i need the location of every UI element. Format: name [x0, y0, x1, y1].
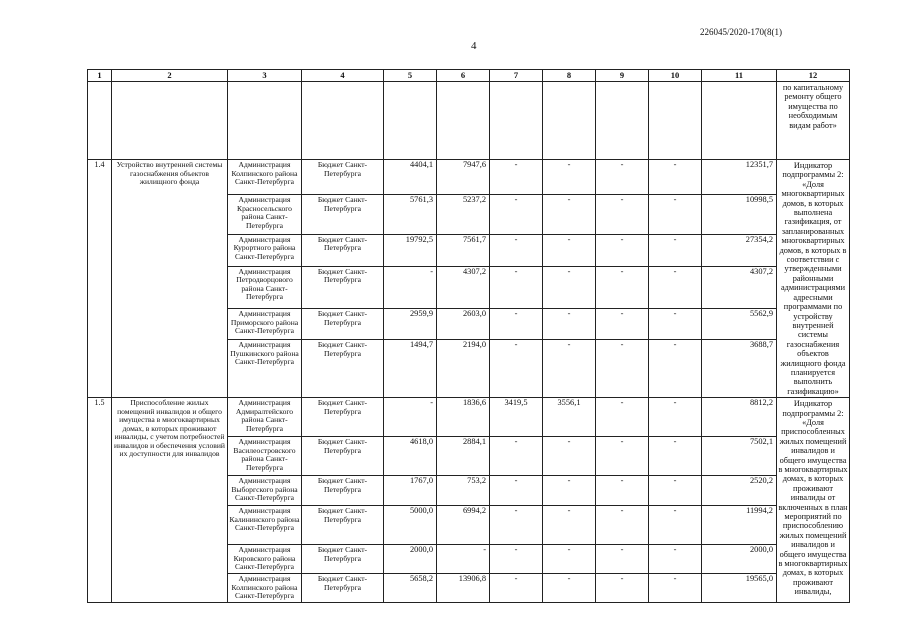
value-cell: -	[596, 266, 649, 309]
value-cell: 4618,0	[384, 437, 437, 476]
column-header: 5	[384, 70, 437, 82]
column-header: 10	[649, 70, 702, 82]
value-cell: -	[490, 545, 543, 574]
value-cell: 3556,1	[543, 398, 596, 437]
value-cell: 13906,8	[437, 574, 490, 603]
value-cell: 1767,0	[384, 476, 437, 506]
value-cell: -	[649, 545, 702, 574]
value-cell: 5237,2	[437, 195, 490, 235]
column-header: 2	[112, 70, 228, 82]
value-cell: -	[649, 574, 702, 603]
funding-source-cell: Бюджет Санкт-Петербурга	[302, 160, 384, 195]
value-cell: 5761,3	[384, 195, 437, 235]
funding-source-cell: Бюджет Санкт-Петербурга	[302, 574, 384, 603]
executor-cell: Администрация Василеостровского района Санкт-Петербурга	[228, 437, 302, 476]
value-cell: 4307,2	[437, 266, 490, 309]
indicator-cell: Индикатор подпрограммы 2: «Доля приспособленных жилых помещений инвалидов и общего имущества в многоквартирных домах, в которых проживают инвалиды от включенных в план мероприятий по приспособлению жилых помещений инвалидов и общего имущества в многоквартирных домах, в которых проживают инвалиды,	[777, 398, 850, 603]
section-number-cell: 1.4	[88, 160, 112, 398]
document-number: 226045/2020-170(8(1)	[700, 27, 782, 37]
funding-source-cell: Бюджет Санкт-Петербурга	[302, 506, 384, 545]
total-cell: 8812,2	[702, 398, 777, 437]
value-cell: -	[543, 234, 596, 266]
value-cell: -	[649, 160, 702, 195]
column-header: 1	[88, 70, 112, 82]
value-cell: -	[490, 476, 543, 506]
executor-cell: Администрация Выборгского района Санкт-Петербурга	[228, 476, 302, 506]
funding-source-cell: Бюджет Санкт-Петербурга	[302, 195, 384, 235]
value-cell: -	[596, 437, 649, 476]
value-cell: 2884,1	[437, 437, 490, 476]
value-cell: -	[543, 574, 596, 603]
value-cell: 19792,5	[384, 234, 437, 266]
value-cell: 7947,6	[437, 160, 490, 195]
value-cell: 2194,0	[437, 340, 490, 398]
value-cell: 753,2	[437, 476, 490, 506]
total-cell: 10998,5	[702, 195, 777, 235]
value-cell: -	[596, 340, 649, 398]
value-cell: -	[649, 437, 702, 476]
value-cell: 5000,0	[384, 506, 437, 545]
funding-source-cell: Бюджет Санкт-Петербурга	[302, 398, 384, 437]
executor-cell: Администрация Красносельского района Санкт-Петербурга	[228, 195, 302, 235]
column-header: 7	[490, 70, 543, 82]
value-cell: -	[596, 545, 649, 574]
value-cell: -	[543, 437, 596, 476]
value-cell: -	[596, 574, 649, 603]
value-cell: -	[543, 266, 596, 309]
total-cell: 11994,2	[702, 506, 777, 545]
funding-source-cell: Бюджет Санкт-Петербурга	[302, 437, 384, 476]
column-header-row	[88, 70, 850, 82]
value-cell: -	[437, 545, 490, 574]
value-cell: -	[596, 506, 649, 545]
total-cell: 19565,0	[702, 574, 777, 603]
total-cell: 3688,7	[702, 340, 777, 398]
value-cell: -	[490, 340, 543, 398]
value-cell: -	[490, 234, 543, 266]
value-cell: -	[649, 234, 702, 266]
value-cell: -	[384, 398, 437, 437]
value-cell: -	[596, 398, 649, 437]
funding-source-cell: Бюджет Санкт-Петербурга	[302, 309, 384, 340]
total-cell: 5562,9	[702, 309, 777, 340]
table-row	[88, 398, 850, 437]
value-cell: -	[596, 309, 649, 340]
total-cell: 2520,2	[702, 476, 777, 506]
executor-cell: Администрация Колпинского района Санкт-Петербурга	[228, 160, 302, 195]
value-cell: -	[649, 309, 702, 340]
total-cell: 2000,0	[702, 545, 777, 574]
value-cell: -	[596, 160, 649, 195]
indicator-cell: Индикатор подпрограммы 2: «Доля многоквартирных домов, в которых выполнена газификация, от запланированных многоквартирных домов, в которых в соответствии с утвержденными районными администрациями адресными программами по устройству внутренней системы газоснабжения объектов жилищного фонда планируется выполнить газификацию»	[777, 160, 850, 398]
value-cell: -	[596, 195, 649, 235]
executor-cell: Администрация Калининского района Санкт-Петербурга	[228, 506, 302, 545]
section-number-cell: 1.5	[88, 398, 112, 603]
value-cell: 1836,6	[437, 398, 490, 437]
table-row	[88, 160, 850, 195]
value-cell: -	[490, 309, 543, 340]
value-cell: -	[649, 195, 702, 235]
column-header: 11	[702, 70, 777, 82]
column-header: 9	[596, 70, 649, 82]
budget-table	[87, 69, 850, 603]
value-cell: -	[543, 340, 596, 398]
value-cell: -	[543, 506, 596, 545]
total-cell: 12351,7	[702, 160, 777, 195]
value-cell: 6994,2	[437, 506, 490, 545]
value-cell: -	[490, 574, 543, 603]
value-cell: -	[490, 160, 543, 195]
value-cell: -	[543, 476, 596, 506]
executor-cell: Администрация Пушкинского района Санкт-Петербурга	[228, 340, 302, 398]
funding-source-cell: Бюджет Санкт-Петербурга	[302, 476, 384, 506]
executor-cell: Администрация Колпинского района Санкт-Петербурга	[228, 574, 302, 603]
measure-name-cell: Приспособление жилых помещений инвалидов и общего имущества в многоквартирных домах, в которых проживают инвалиды, с учетом потребностей инвалидов и обеспечения условий их доступности для инвалидов	[112, 398, 228, 603]
value-cell: -	[649, 506, 702, 545]
value-cell: -	[490, 266, 543, 309]
value-cell: 2959,9	[384, 309, 437, 340]
value-cell: -	[596, 234, 649, 266]
measure-name-cell: Устройство внутренней системы газоснабжения объектов жилищного фонда	[112, 160, 228, 398]
funding-source-cell: Бюджет Санкт-Петербурга	[302, 545, 384, 574]
value-cell: -	[543, 195, 596, 235]
value-cell: -	[543, 160, 596, 195]
value-cell: 3419,5	[490, 398, 543, 437]
funding-source-cell: Бюджет Санкт-Петербурга	[302, 266, 384, 309]
column-header: 8	[543, 70, 596, 82]
executor-cell: Администрация Адмиралтейского района Санкт-Петербурга	[228, 398, 302, 437]
executor-cell: Администрация Курортного района Санкт-Петербурга	[228, 234, 302, 266]
value-cell: 2603,0	[437, 309, 490, 340]
value-cell: -	[649, 266, 702, 309]
value-cell: -	[649, 398, 702, 437]
value-cell: -	[490, 195, 543, 235]
executor-cell: Администрация Петродворцового района Санкт-Петербурга	[228, 266, 302, 309]
value-cell: 2000,0	[384, 545, 437, 574]
funding-source-cell: Бюджет Санкт-Петербурга	[302, 340, 384, 398]
value-cell: 1494,7	[384, 340, 437, 398]
value-cell: -	[649, 340, 702, 398]
continuation-indicator-cell: по капитальному ремонту общего имущества по необходимым видам работ»	[777, 82, 850, 160]
value-cell: -	[384, 266, 437, 309]
value-cell: -	[490, 437, 543, 476]
funding-source-cell: Бюджет Санкт-Петербурга	[302, 234, 384, 266]
column-header: 6	[437, 70, 490, 82]
continuation-row	[88, 82, 850, 160]
executor-cell: Администрация Приморского района Санкт-Петербурга	[228, 309, 302, 340]
executor-cell: Администрация Кировского района Санкт-Петербурга	[228, 545, 302, 574]
column-header: 12	[777, 70, 850, 82]
value-cell: -	[490, 506, 543, 545]
page-number: 4	[471, 40, 477, 52]
value-cell: 7561,7	[437, 234, 490, 266]
total-cell: 7502,1	[702, 437, 777, 476]
value-cell: -	[543, 309, 596, 340]
total-cell: 27354,2	[702, 234, 777, 266]
column-header: 4	[302, 70, 384, 82]
value-cell: 4404,1	[384, 160, 437, 195]
value-cell: 5658,2	[384, 574, 437, 603]
value-cell: -	[649, 476, 702, 506]
total-cell: 4307,2	[702, 266, 777, 309]
value-cell: -	[596, 476, 649, 506]
column-header: 3	[228, 70, 302, 82]
value-cell: -	[543, 545, 596, 574]
